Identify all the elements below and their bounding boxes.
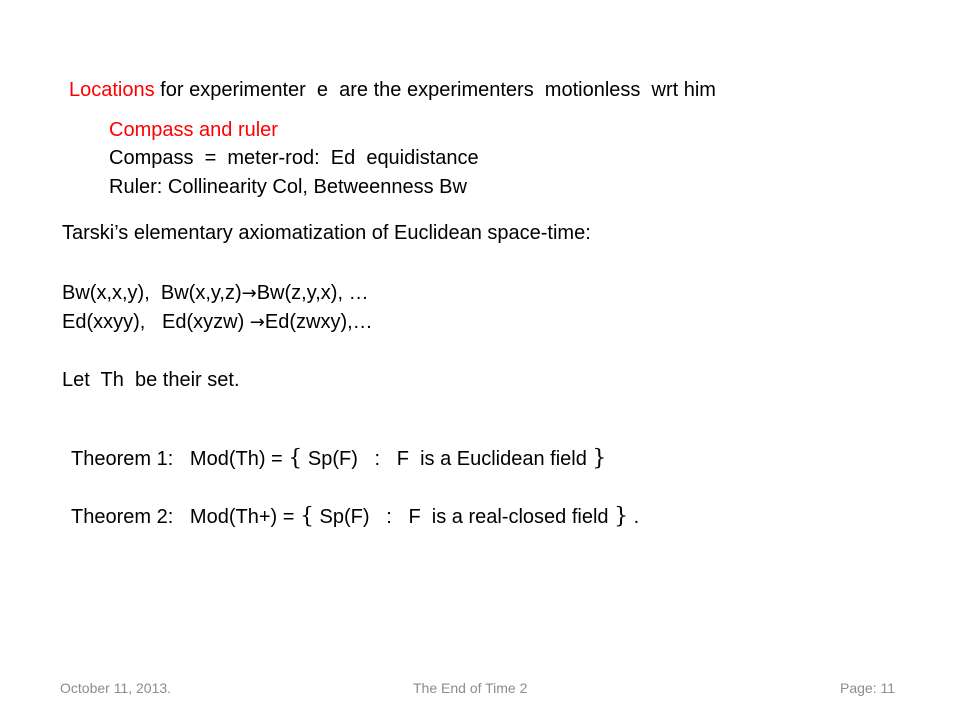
open-brace: { — [288, 446, 303, 471]
axiom-betweenness-right: Bw(z,y,x), … — [256, 282, 369, 304]
compass-line: Compass = meter-rod: Ed equidistance — [109, 147, 479, 169]
close-brace: } — [614, 504, 629, 529]
axiom-equidistance — [62, 310, 373, 335]
theorem-2-set: Sp(F) : F is a real-closed field — [313, 506, 615, 528]
open-brace: { — [299, 504, 314, 529]
theorem-1-set: Sp(F) : F is a Euclidean field — [302, 448, 593, 470]
header-keyword: Locations — [69, 79, 155, 101]
let-th-line: Let Th be their set. — [62, 369, 240, 391]
tarski-intro: Tarski’s elementary axiomatization of Euclidean space-time: — [62, 222, 591, 244]
header-line — [69, 78, 716, 102]
implies-arrow-icon: → — [241, 283, 257, 304]
axiom-equidistance-right: Ed(zwxy),… — [264, 311, 373, 333]
theorem-2 — [71, 505, 639, 529]
theorem-2-label: Theorem 2: Mod(Th+) = — [71, 506, 300, 528]
close-brace: } — [592, 446, 607, 471]
implies-arrow-icon: → — [249, 312, 265, 333]
axiom-betweenness-left: Bw(x,x,y), Bw(x,y,z) — [62, 282, 242, 304]
compass-title: Compass and ruler — [109, 119, 278, 141]
axiom-equidistance-left: Ed(xxyy), Ed(xyzw) — [62, 311, 250, 333]
header-text: for experimenter e are the experimenters motionless wrt him — [154, 79, 716, 101]
footer-date: October 11, 2013. — [60, 680, 172, 696]
theorem-1 — [71, 447, 606, 471]
footer-page-number: Page: 11 — [840, 680, 896, 696]
theorem-2-end: . — [628, 506, 640, 528]
footer-title: The End of Time 2 — [413, 680, 528, 696]
axiom-betweenness — [62, 281, 369, 306]
ruler-line: Ruler: Collinearity Col, Betweenness Bw — [109, 176, 467, 198]
theorem-1-label: Theorem 1: Mod(Th) = — [71, 448, 289, 470]
